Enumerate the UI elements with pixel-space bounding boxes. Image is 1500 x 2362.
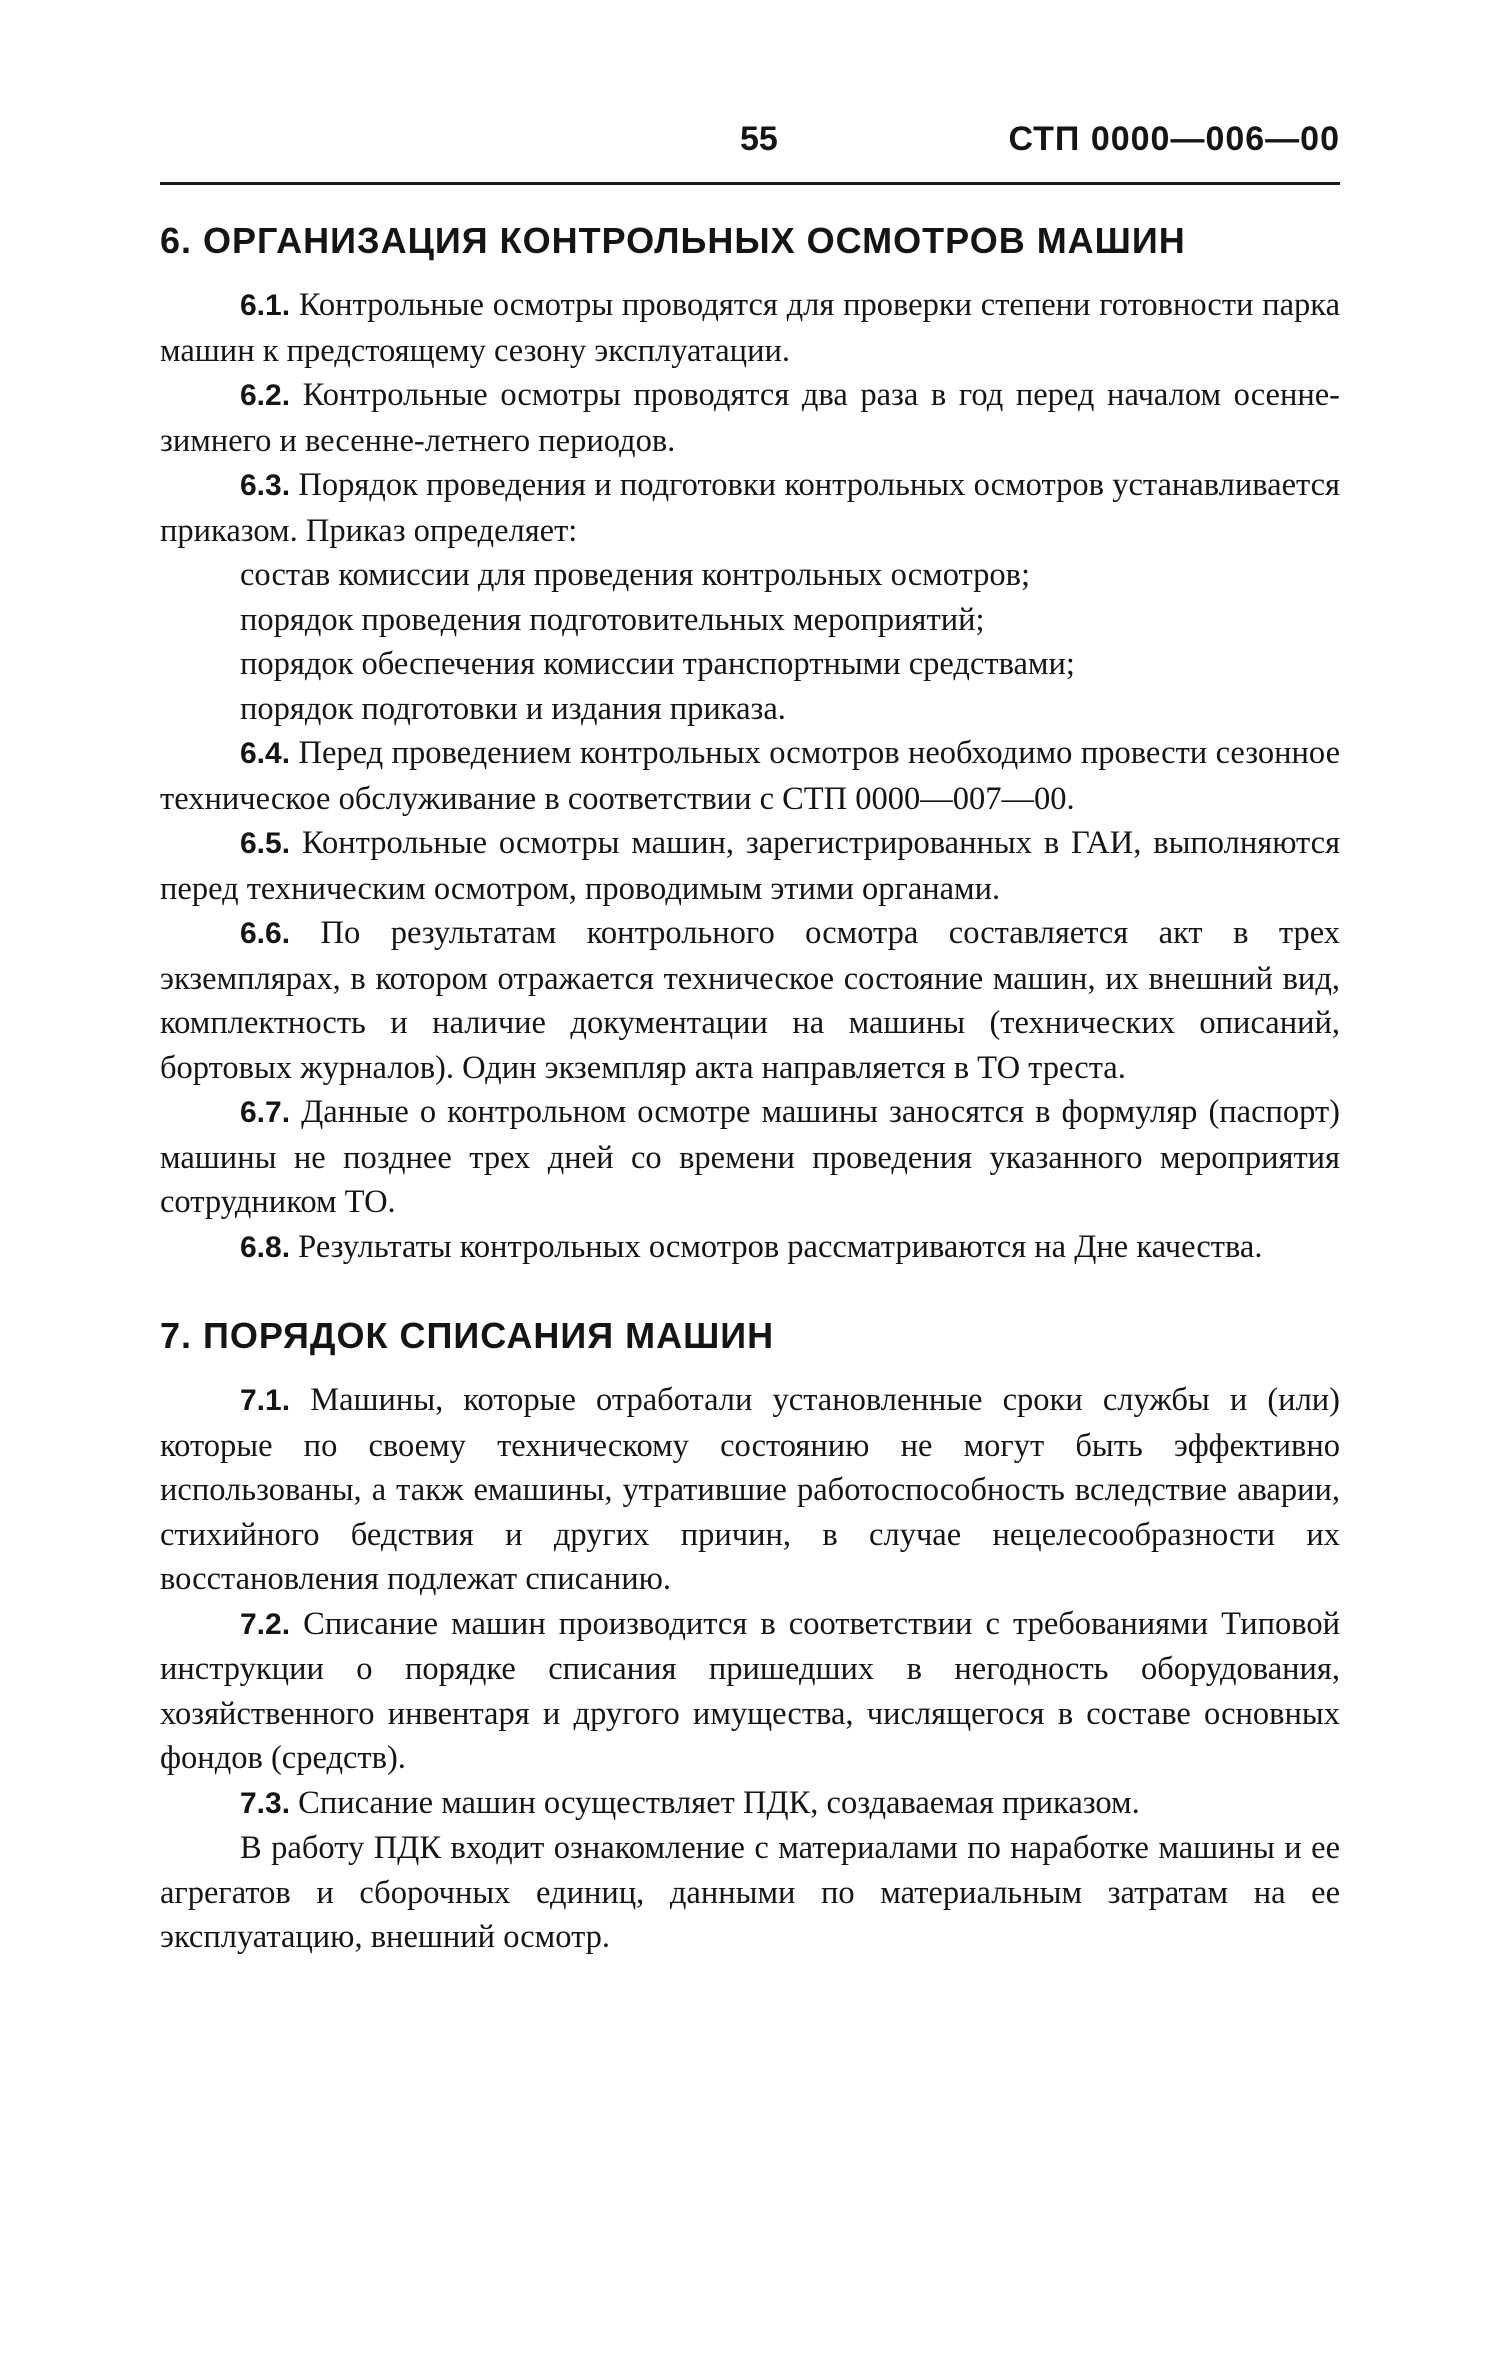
clause-number: 6.5. <box>240 827 291 860</box>
clause-number: 7.1. <box>240 1384 291 1417</box>
clause-text: Перед проведением контрольных осмотров необходимо провести сезонное техническое обслуживание в соответствии с СТП 0000—007—00. <box>160 735 1340 817</box>
clause-text: Списание машин осуществляет ПДК, создаваемая приказом. <box>298 1784 1140 1821</box>
list-item: порядок проведения подготовительных мероприятий; <box>240 601 985 638</box>
clause-number: 6.4. <box>240 737 291 770</box>
clause-number: 6.1. <box>240 289 291 322</box>
paragraph-6-2 <box>160 373 1340 463</box>
header-divider <box>160 182 1340 185</box>
order-contents-list <box>160 553 1340 731</box>
document-page <box>160 120 1340 1960</box>
clause-number: 6.7. <box>240 1096 291 1129</box>
clause-text: Контрольные осмотры машин, зарегистрированных в ГАИ, выполняются перед техническим осмотром, проводимым этими органами. <box>160 825 1341 907</box>
page-header <box>160 120 1340 176</box>
clause-text: Результаты контрольных осмотров рассматриваются на Дне качества. <box>298 1228 1263 1265</box>
clause-number: 7.3. <box>240 1786 291 1820</box>
section-7-title: 7. ПОРЯДОК СПИСАНИЯ МАШИН <box>160 1315 775 1356</box>
paragraph-6-8 <box>160 1225 1340 1271</box>
document-code: СТП 0000—006—00 <box>1008 120 1340 158</box>
clause-number: 6.2. <box>240 379 291 412</box>
clause-number: 6.3. <box>240 469 291 502</box>
paragraph-7-closing: В работу ПДК входит ознакомление с материалами по наработке машины и ее агрегатов и сборочных единиц, данными по материальным затратам на ее эксплуатацию, внешний осмотр. <box>160 1830 1340 1955</box>
paragraph-7-2 <box>160 1602 1340 1781</box>
clause-text: Контрольные осмотры проводятся для проверки степени готовности парка машин к предстоящему сезону эксплуатации. <box>160 287 1341 369</box>
clause-text: Порядок проведения и подготовки контрольных осмотров устанавливается приказом. Приказ определяет: <box>160 467 1341 549</box>
clause-number: 6.8. <box>240 1230 291 1264</box>
page-number: 55 <box>740 120 778 158</box>
section-6-title: 6. ОРГАНИЗАЦИЯ КОНТРОЛЬНЫХ ОСМОТРОВ МАШИН <box>160 220 1186 261</box>
clause-text: Списание машин производится в соответствии с требованиями Типовой инструкции о порядке списания пришедших в негодность оборудования, хозяйственного инвентаря и другого имущества, числящегося в составе основных фондов (средств). <box>160 1605 1341 1776</box>
paragraph-6-4 <box>160 731 1340 821</box>
paragraph-6-7 <box>160 1090 1340 1225</box>
clause-text: Данные о контрольном осмотре машины заносятся в формуляр (паспорт) машины не позднее трех дней со времени проведения указанного мероприятия сотрудником ТО. <box>160 1094 1341 1220</box>
list-item: состав комиссии для проведения контрольных осмотров; <box>240 557 1031 593</box>
list-item: порядок подготовки и издания приказа. <box>240 690 786 727</box>
paragraph-6-6 <box>160 911 1340 1090</box>
clause-text: По результатам контрольного осмотра составляется акт в трех экземплярах, в котором отражается техническое состояние машин, их внешний вид, комплектность и наличие документации на машины (технических описаний, бортовых журналов). Один экземпляр акта направляется в ТО треста. <box>160 915 1341 1086</box>
clause-text: Машины, которые отработали установленные сроки службы и (или) которые по своему техническому состоянию не могут быть эффективно использованы, а такж емашины, утратившие работоспособность вследствие аварии, стихийного бедствия и других причин, в случае нецелесообразности их восстановления подлежат списанию. <box>160 1382 1341 1597</box>
paragraph-6-5 <box>160 821 1340 911</box>
paragraph-7-3 <box>160 1781 1340 1827</box>
clause-number: 6.6. <box>240 917 291 950</box>
list-item: порядок обеспечения комиссии транспортными средствами; <box>240 646 1075 682</box>
paragraph-7-1 <box>160 1378 1340 1602</box>
clause-text: Контрольные осмотры проводятся два раза в год перед началом осенне-зимнего и весенне-летнего периодов. <box>160 377 1340 459</box>
clause-number: 7.2. <box>240 1607 291 1641</box>
paragraph-6-1 <box>160 283 1340 373</box>
paragraph-6-3 <box>160 463 1340 553</box>
